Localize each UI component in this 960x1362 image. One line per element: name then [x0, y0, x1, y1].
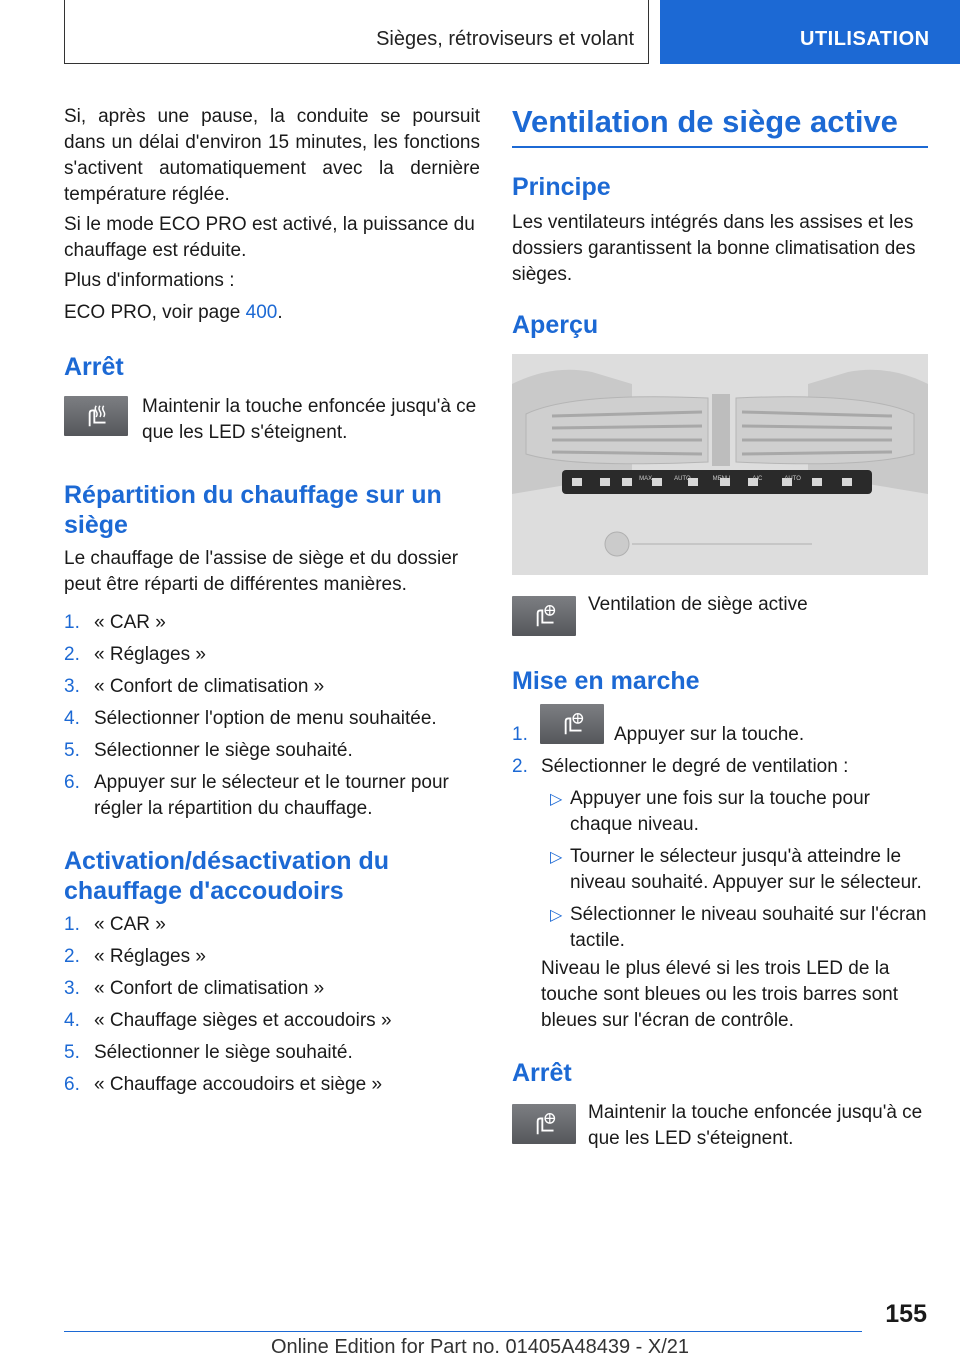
seat-ventilation-key-icon[interactable]: [540, 704, 604, 744]
acc-step-text: Sélectionner le siège souhaité.: [94, 1042, 353, 1063]
marche-step-2-text: Sélectionner le degré de ventilation :: [541, 756, 849, 777]
right-arret-text: Maintenir la touche enfoncée jusqu'à ce que les LED s'éteignent.: [588, 1102, 923, 1149]
principe-text: Les ventilateurs intégrés dans les assises et les dossiers garantissent la bonne climatisation des sièges.: [512, 212, 916, 285]
acc-step-text: « Confort de climatisation »: [94, 978, 325, 999]
left-arret-text: Maintenir la touche enfoncée jusqu'à ce que les LED s'éteignent.: [142, 396, 477, 443]
acc-step-text: « Chauffage sièges et accoudoirs »: [94, 1010, 392, 1031]
rep-step-num: 2.: [64, 644, 80, 665]
page-number: 155: [885, 1300, 927, 1328]
section-title: Ventilation de siège active: [512, 104, 898, 139]
rep-step-text: « Réglages »: [94, 644, 206, 665]
title-rule: [512, 146, 928, 148]
rep-step-num: 4.: [64, 708, 80, 729]
header-section-title: Sièges, rétroviseurs et volant: [376, 28, 634, 50]
photo-btn-label: MAX: [639, 476, 653, 482]
acc-step-num: 3.: [64, 978, 80, 999]
rep-step-text: Sélectionner le siège souhaité.: [94, 740, 353, 761]
marche-step-1-num: 1.: [512, 724, 528, 745]
intro-paragraph-1: Si, après une pause, la conduite se poursuit dans un délai d'environ 15 minutes, les fonctions s'activent automatiquement avec la dernière température réglée.: [64, 106, 480, 205]
photo-btn-label: AUTO: [784, 476, 801, 482]
seat-ventilation-off-icon: [512, 1104, 576, 1144]
right-arret-heading: Arrêt: [512, 1059, 572, 1087]
acc-step-num: 6.: [64, 1074, 80, 1095]
rep-step-num: 5.: [64, 740, 80, 761]
dashboard-illustration: [512, 354, 928, 575]
eco-pro-prefix: ECO PRO, voir page: [64, 302, 246, 323]
rep-step-text: Appuyer sur le sélecteur et le tourner pour régler la répartition du chauffage.: [94, 772, 449, 819]
rep-step-text: « Confort de climatisation »: [94, 676, 325, 697]
header-tab-label: UTILISATION: [800, 28, 930, 50]
acc-step-num: 1.: [64, 914, 80, 935]
header-tab[interactable]: [660, 0, 960, 64]
principe-heading: Principe: [512, 173, 611, 201]
acc-step-text: « Chauffage accoudoirs et siège »: [94, 1074, 383, 1095]
apercu-heading: Aperçu: [512, 311, 599, 339]
left-arret-heading: Arrêt: [64, 353, 124, 381]
acc-step-text: « Réglages »: [94, 946, 206, 967]
bullet-triangle-icon: ▷: [550, 849, 563, 866]
footer-edition: Online Edition for Part no. 01405A48439 - X/21: [270, 1336, 690, 1358]
intro-paragraph-2: Si le mode ECO PRO est activé, la puissance du chauffage est réduite.: [64, 214, 475, 261]
page-link-400[interactable]: 400: [245, 302, 278, 323]
rep-step-num: 3.: [64, 676, 80, 697]
marche-bullet: Tourner le sélecteur jusqu'à atteindre le niveau souhaité. Appuyer sur le sélecteur.: [570, 846, 922, 893]
bullet-triangle-icon: ▷: [550, 791, 563, 808]
acc-step-num: 4.: [64, 1010, 80, 1031]
marche-note: Niveau le plus élevé si les trois LED de la touche sont bleues ou les trois barres sont bleues sur l'écran de contrôle.: [541, 958, 898, 1031]
marche-bullet: Appuyer une fois sur la touche pour chaque niveau.: [570, 788, 870, 835]
intro-paragraph-3: Plus d'informations :: [64, 270, 235, 291]
bullet-triangle-icon: ▷: [550, 907, 563, 924]
marche-bullet: Sélectionner le niveau souhaité sur l'écran tactile.: [570, 904, 927, 951]
accoudoirs-heading: Activation/désactivation du chauffage d'accoudoirs: [64, 847, 390, 905]
seat-ventilation-button-icon: [512, 596, 576, 636]
marche-heading: Mise en marche: [512, 667, 700, 695]
footer-rule: [64, 1331, 862, 1332]
marche-step-2-num: 2.: [512, 756, 528, 777]
photo-btn-label: A/C: [752, 476, 763, 482]
header-section: [64, 0, 649, 64]
acc-step-num: 5.: [64, 1042, 80, 1063]
eco-pro-suffix: .: [277, 302, 283, 323]
photo-button-labels: [512, 476, 928, 482]
repartition-heading: Répartition du chauffage sur un siège: [64, 481, 442, 539]
marche-step-1-text: Appuyer sur la touche.: [614, 724, 805, 745]
intro-paragraph-4: [64, 300, 480, 326]
rep-step-text: « CAR »: [94, 612, 166, 633]
repartition-text: Le chauffage de l'assise de siège et du dossier peut être réparti de différentes manières.: [64, 548, 459, 595]
acc-step-text: « CAR »: [94, 914, 166, 935]
apercu-caption: Ventilation de siège active: [588, 594, 808, 615]
rep-step-num: 6.: [64, 772, 80, 793]
rep-step-text: Sélectionner l'option de menu souhaitée.: [94, 708, 437, 729]
seat-heating-button-icon: [64, 396, 128, 436]
photo-btn-label: MENU: [712, 476, 731, 482]
rep-step-num: 1.: [64, 612, 80, 633]
dashboard-photo: [512, 354, 928, 575]
photo-btn-label: AUTO: [674, 476, 691, 482]
acc-step-num: 2.: [64, 946, 80, 967]
